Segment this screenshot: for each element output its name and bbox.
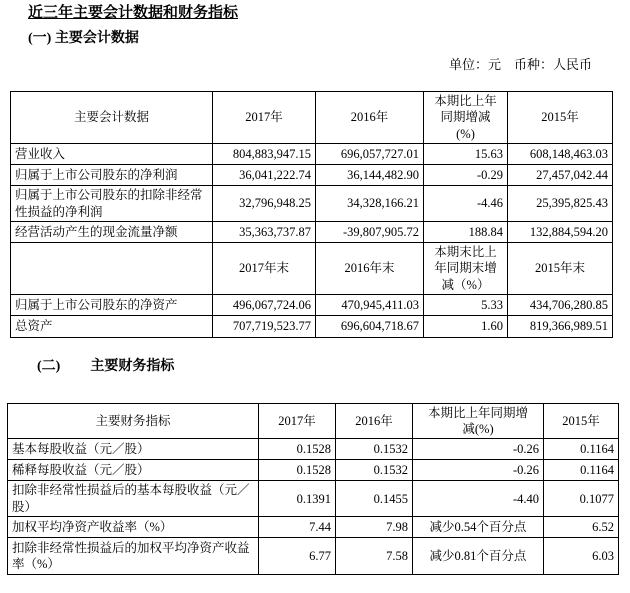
deducted-net-profit-change: -4.46 [424, 186, 508, 222]
accounting-data-table [10, 91, 613, 338]
basic-eps-2016: 0.1532 [336, 439, 413, 460]
fin-header-change-line2: 减(%) [462, 422, 494, 436]
deducted-basic-eps-2015: 0.1077 [544, 481, 619, 517]
deducted-weighted-roe-2015: 6.03 [544, 538, 619, 575]
table-row [8, 538, 619, 575]
diluted-eps-change: -0.26 [413, 460, 544, 481]
basic-eps-2017: 0.1528 [259, 439, 336, 460]
row-label-net-assets: 归属于上市公司股东的净资产 [11, 294, 213, 315]
yearend-header-change-line3: 减（%） [441, 277, 490, 292]
table-row [11, 144, 613, 165]
acct-header-change-line2: 同期增减 [440, 110, 491, 125]
weighted-roe-2016: 7.98 [336, 517, 413, 538]
fin-header-2015: 2015年 [544, 403, 619, 439]
weighted-roe-change: 减少0.54个百分点 [413, 517, 544, 538]
table-row [8, 439, 619, 460]
net-assets-2017: 496,067,724.06 [213, 294, 316, 315]
acct-header-2016: 2016年 [316, 92, 424, 144]
acct-header-change [424, 92, 508, 144]
net-profit-2017: 36,041,222.74 [213, 165, 316, 186]
deducted-basic-eps-2017: 0.1391 [259, 481, 336, 517]
fin-header-change [413, 403, 544, 439]
table-row [11, 165, 613, 186]
row-label-net-profit: 归属于上市公司股东的净利润 [11, 165, 213, 186]
yearend-header-change-line2: 年同期末增 [434, 261, 497, 276]
net-profit-2015: 27,457,042.44 [508, 165, 613, 186]
section-heading-financial-indicators [37, 359, 630, 375]
row-label-revenue: 营业收入 [11, 144, 213, 165]
section-heading-accounting-data: (一) 主要会计数据 [28, 31, 139, 46]
page-title: 近三年主要会计数据和财务指标 [28, 5, 239, 21]
net-assets-2016: 470,945,411.03 [316, 294, 424, 315]
unit-currency-note: 单位：元 币种：人民币 [448, 57, 592, 72]
row-label-deducted-basic-eps: 扣除非经常性损益后的基本每股收益（元／股） [8, 481, 259, 517]
yearend-header-blank [11, 243, 213, 295]
deducted-basic-eps-2016: 0.1455 [336, 481, 413, 517]
fin-header-indicator: 主要财务指标 [8, 403, 259, 439]
table-row [8, 481, 619, 517]
yearend-header-change-line1: 本期末比上 [434, 245, 497, 259]
basic-eps-2015: 0.1164 [544, 439, 619, 460]
fin-header-2017: 2017年 [259, 403, 336, 439]
operating-cash-flow-2016: -39,807,905.72 [316, 222, 424, 243]
revenue-2016: 696,057,727.01 [316, 144, 424, 165]
row-label-deducted-net-profit: 归属于上市公司股东的扣除非经常性损益的净利润 [11, 186, 213, 222]
revenue-change: 15.63 [424, 144, 508, 165]
acct-yearend-header-row [11, 243, 613, 295]
fin-header-change-line1: 本期比上年同期增 [427, 405, 528, 420]
table-row [11, 222, 613, 243]
table-row [8, 460, 619, 481]
weighted-roe-2015: 6.52 [544, 517, 619, 538]
deducted-net-profit-2016: 34,328,166.21 [316, 186, 424, 222]
row-label-weighted-roe: 加权平均净资产收益率（%） [8, 517, 259, 538]
row-label-basic-eps: 基本每股收益（元／股） [8, 439, 259, 460]
operating-cash-flow-change: 188.84 [424, 222, 508, 243]
table-row [8, 517, 619, 538]
yearend-header-2016: 2016年末 [316, 243, 424, 295]
deducted-net-profit-2017: 32,796,948.25 [213, 186, 316, 222]
basic-eps-change: -0.26 [413, 439, 544, 460]
deducted-weighted-roe-2016: 7.58 [336, 538, 413, 575]
row-label-operating-cash-flow: 经营活动产生的现金流量净额 [11, 222, 213, 243]
row-label-diluted-eps: 稀释每股收益（元／股） [8, 460, 259, 481]
total-assets-change: 1.60 [424, 315, 508, 337]
row-label-deducted-weighted-roe: 扣除非经常性损益后的加权平均净资产收益率（%） [8, 538, 259, 575]
revenue-2015: 608,148,463.03 [508, 144, 613, 165]
row-label-total-assets: 总资产 [11, 315, 213, 337]
table-row [11, 315, 613, 337]
acct-header-row [11, 92, 613, 144]
deducted-net-profit-2015: 25,395,825.43 [508, 186, 613, 222]
deducted-weighted-roe-change: 减少0.81个百分点 [413, 538, 544, 575]
acct-header-indicator: 主要会计数据 [11, 92, 213, 144]
net-profit-change: -0.29 [424, 165, 508, 186]
net-assets-2015: 434,706,280.85 [508, 294, 613, 315]
deducted-weighted-roe-2017: 6.77 [259, 538, 336, 575]
deducted-basic-eps-change: -4.40 [413, 481, 544, 517]
net-assets-change: 5.33 [424, 294, 508, 315]
diluted-eps-2016: 0.1532 [336, 460, 413, 481]
table-row [11, 294, 613, 315]
revenue-2017: 804,883,947.15 [213, 144, 316, 165]
yearend-header-change [424, 243, 508, 295]
acct-header-change-line1: 本期比上年 [434, 94, 497, 109]
yearend-header-2017: 2017年末 [213, 243, 316, 295]
section2-number: (二) [37, 358, 61, 374]
weighted-roe-2017: 7.44 [259, 517, 336, 538]
acct-header-2017: 2017年 [213, 92, 316, 144]
financial-indicators-table [7, 403, 619, 576]
net-profit-2016: 36,144,482.90 [316, 165, 424, 186]
operating-cash-flow-2017: 35,363,737.87 [213, 222, 316, 243]
section2-label: 主要财务指标 [90, 358, 175, 374]
fin-header-row [8, 403, 619, 439]
yearend-header-2015: 2015年末 [508, 243, 613, 295]
table-row [11, 186, 613, 222]
total-assets-2015: 819,366,989.51 [508, 315, 613, 337]
total-assets-2016: 696,604,718.67 [316, 315, 424, 337]
operating-cash-flow-2015: 132,884,594.20 [508, 222, 613, 243]
acct-header-2015: 2015年 [508, 92, 613, 144]
diluted-eps-2015: 0.1164 [544, 460, 619, 481]
total-assets-2017: 707,719,523.77 [213, 315, 316, 337]
diluted-eps-2017: 0.1528 [259, 460, 336, 481]
fin-header-2016: 2016年 [336, 403, 413, 439]
acct-header-change-line3: (%) [456, 126, 475, 141]
